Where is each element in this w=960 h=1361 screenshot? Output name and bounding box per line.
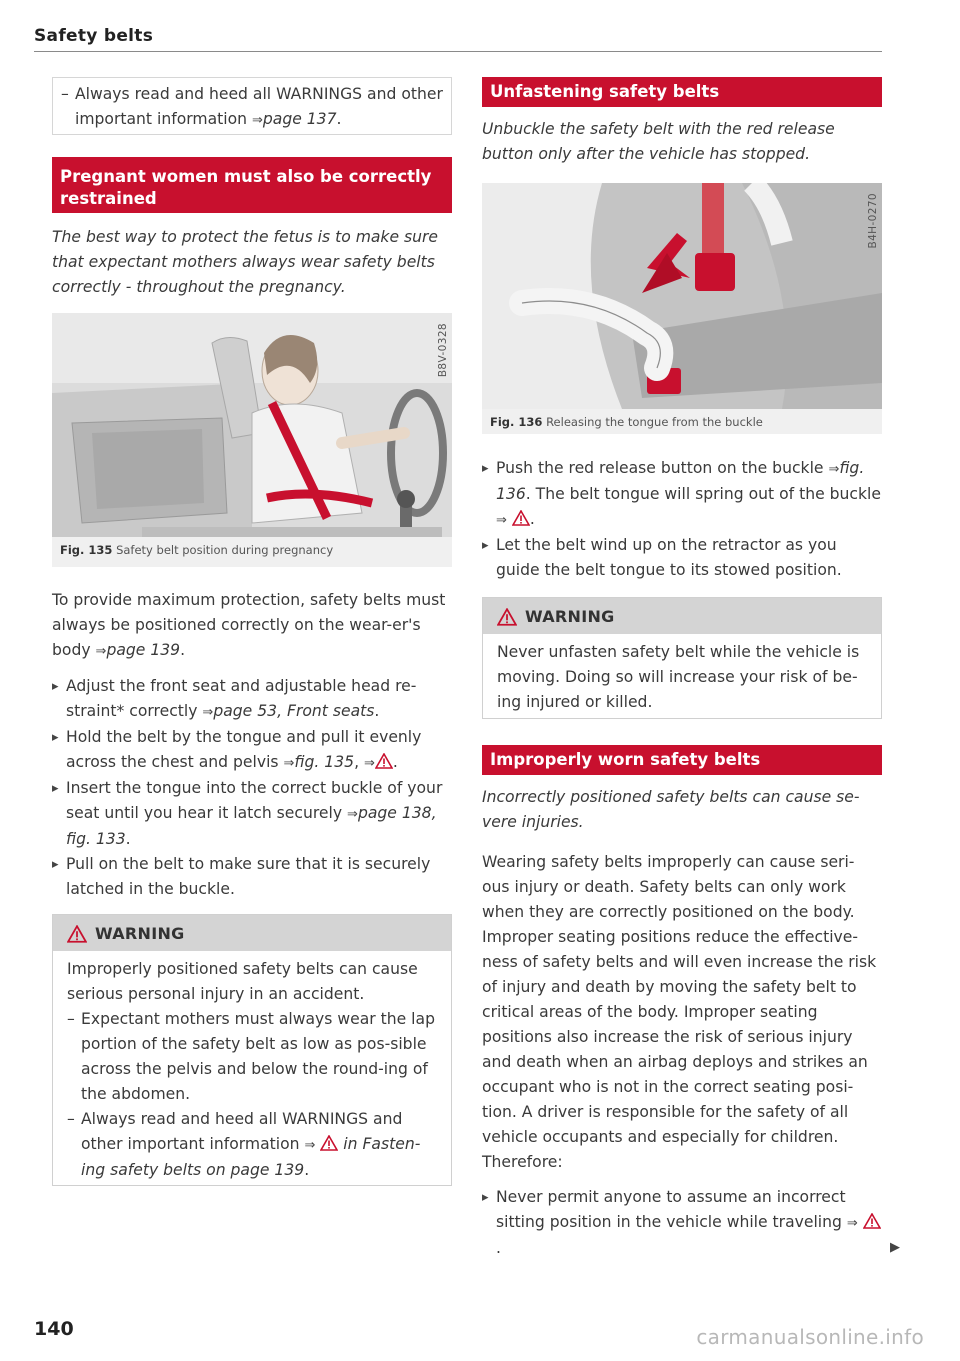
list-item-period: . [125, 830, 131, 848]
buckle-release-illustration [482, 183, 882, 409]
list-item-text: Never permit anyone to assume an incorrect sitting position in the vehicle while traveling [496, 1188, 847, 1231]
note-text-visible: Always read and heed all WARNINGS and other important information [75, 85, 443, 128]
section-intro-improper: Incorrectly positioned safety belts can cause se-vere injuries. [482, 788, 860, 831]
arrow-right-icon: ⇒ [347, 807, 358, 822]
paragraph-protection [52, 588, 452, 664]
warning-item: – Expectant mothers must always wear the lap portion of the safety belt as low as pos-sible across the pelvis and below the round-ing of the abdomen. [67, 1007, 437, 1107]
pregnant-driver-illustration [52, 313, 452, 537]
arrow-right-icon: ⇒ [283, 756, 295, 771]
list-item-comma: , [354, 753, 364, 771]
warning-triangle-icon [67, 925, 87, 943]
warning-header [483, 598, 881, 634]
figure-136-code: B4H-0270 [867, 193, 879, 249]
warning-intro: Improperly positioned safety belts can cause serious personal injury in an accident. [67, 960, 418, 1003]
list-item-ref[interactable]: fig. 136 [496, 459, 865, 503]
warning-box-pregnant [52, 914, 452, 1186]
list-item-text: . The belt tongue will spring out of the buckle [525, 485, 881, 503]
figure-135 [52, 313, 452, 567]
bullet-list-left [52, 674, 452, 902]
arrow-right-icon: ⇒ [828, 462, 840, 477]
figure-136-caption [482, 409, 882, 436]
warning-triangle-icon [497, 608, 517, 626]
bullet-list-right [482, 456, 882, 583]
figure-136-label: Fig. 136 [490, 415, 543, 429]
section-title-unfastening: Unfastening safety belts [482, 77, 882, 107]
arrow-right-icon: ⇒ [304, 1138, 316, 1153]
section-intro-pregnant: The best way to protect the fetus is to make sure that expectant mothers always wear safety belts correctly - throughout the pregnancy. [52, 228, 439, 296]
paragraph-protection-ref[interactable]: page 139 [106, 641, 181, 659]
section-intro-unfastening: Unbuckle the safety belt with the red release button only after the vehicle has stopped. [482, 120, 835, 163]
list-item-text: Push the red release button on the buckle [496, 459, 829, 477]
list-item-text: Let the belt wind up on the retractor as you guide the belt tongue to its stowed position. [496, 536, 842, 579]
list-item [52, 776, 452, 852]
warning-title: WARNING [95, 924, 185, 943]
list-item-ref[interactable]: page 53, Front seats [213, 702, 375, 720]
warning-item [67, 1107, 437, 1183]
arrow-right-icon: ⇒ [496, 513, 507, 528]
figure-136 [482, 183, 882, 434]
list-item [52, 852, 452, 902]
warning-triangle-icon[interactable] [320, 1135, 338, 1151]
continue-arrow-icon[interactable]: ▶ [890, 1240, 900, 1255]
warning-triangle-icon[interactable] [863, 1213, 881, 1229]
list-item-period: . [374, 702, 380, 720]
top-warning-note [52, 77, 452, 135]
figure-135-caption-text: Safety belt position during pregnancy [116, 543, 334, 557]
list-item-text: Pull on the belt to make sure that it is securely latched in the buckle. [66, 855, 431, 898]
list-item-text: Adjust the front seat and adjustable head re-straint* correctly [66, 677, 417, 720]
arrow-right-icon: ⇒ [251, 113, 263, 128]
bullet-list-improper [482, 1185, 882, 1261]
list-item [482, 456, 882, 533]
paragraph-improper: Wearing safety belts improperly can cause seri-ous injury or death. Safety belts can only work when they are correctly positioned on the body. Improper seating positions reduce the effective-ness of safety belts and will even increase the risk of injury and death by moving the safety belt to critical areas of the body. Improper seating positions also increase the risk of serious injury and death when an airbag deploys and strikes an occupant who is not in the correct seating posi-tion. A driver is responsible for the safety of all vehicle occupants and especially for children. Therefore: [482, 853, 877, 1171]
watermark: carmanualsonline.info [696, 1325, 924, 1349]
figure-135-caption [52, 537, 452, 564]
list-item-ref[interactable]: page 138, fig. 133 [66, 804, 437, 848]
section-title-pregnant: Pregnant women must also be correctly restrained [52, 157, 452, 213]
page-number: 140 [34, 1318, 74, 1340]
arrow-right-icon: ⇒ [846, 1216, 858, 1231]
list-item: ▸ Hold the belt by the tongue and pull it evenly across the chest and pelvis ⇒fig. 135, ⇒ . [52, 725, 452, 776]
list-item-text: Insert the tongue into the correct buckle of your seat until you hear it latch securely [66, 779, 443, 822]
warning-body [53, 951, 451, 1191]
list-item [52, 674, 452, 725]
list-item: ▸ Never permit anyone to assume an incorrect sitting position in the vehicle while traveling ⇒ . [482, 1185, 882, 1261]
note-page-ref[interactable]: page 137 [262, 110, 337, 128]
figure-135-label: Fig. 135 [60, 543, 113, 557]
warning-item-period: . [304, 1161, 310, 1179]
warning-header [53, 915, 451, 951]
arrow-right-icon: ⇒ [363, 756, 375, 771]
warning-item-text: Always read and heed all WARNINGS and other important information [81, 1110, 403, 1153]
list-item-ref[interactable]: fig. 135 [294, 753, 355, 771]
section-title-improper: Improperly worn safety belts [482, 745, 882, 775]
arrow-right-icon: ⇒ [202, 705, 214, 720]
note-period: . [336, 110, 342, 128]
list-item-period: . [529, 510, 535, 528]
warning-body: Never unfasten safety belt while the vehicle is moving. Doing so will increase your risk of be-ing injured or killed. [497, 643, 860, 711]
warning-title: WARNING [525, 607, 615, 626]
warning-item-ref[interactable]: in Fasten-ing safety belts on page 139 [81, 1135, 421, 1179]
arrow-right-icon: ⇒ [95, 644, 107, 659]
warning-box-unfastening [482, 597, 882, 719]
page-header-title: Safety belts [34, 26, 154, 46]
figure-136-caption-text: Releasing the tongue from the buckle [546, 415, 763, 429]
warning-triangle-icon[interactable] [512, 510, 530, 526]
figure-135-image [52, 313, 452, 537]
paragraph-protection-period: . [180, 641, 186, 659]
header-divider [34, 51, 882, 52]
figure-136-image [482, 183, 882, 409]
figure-135-code: B8V-0328 [437, 323, 449, 378]
list-item-text: Hold the belt by the tongue and pull it evenly across the chest and pelvis [66, 728, 422, 771]
warning-triangle-icon[interactable] [375, 753, 393, 769]
paragraph-protection-text: To provide maximum protection, safety belts must always be positioned correctly on the wear-er's body [52, 591, 446, 659]
list-item [482, 533, 882, 583]
